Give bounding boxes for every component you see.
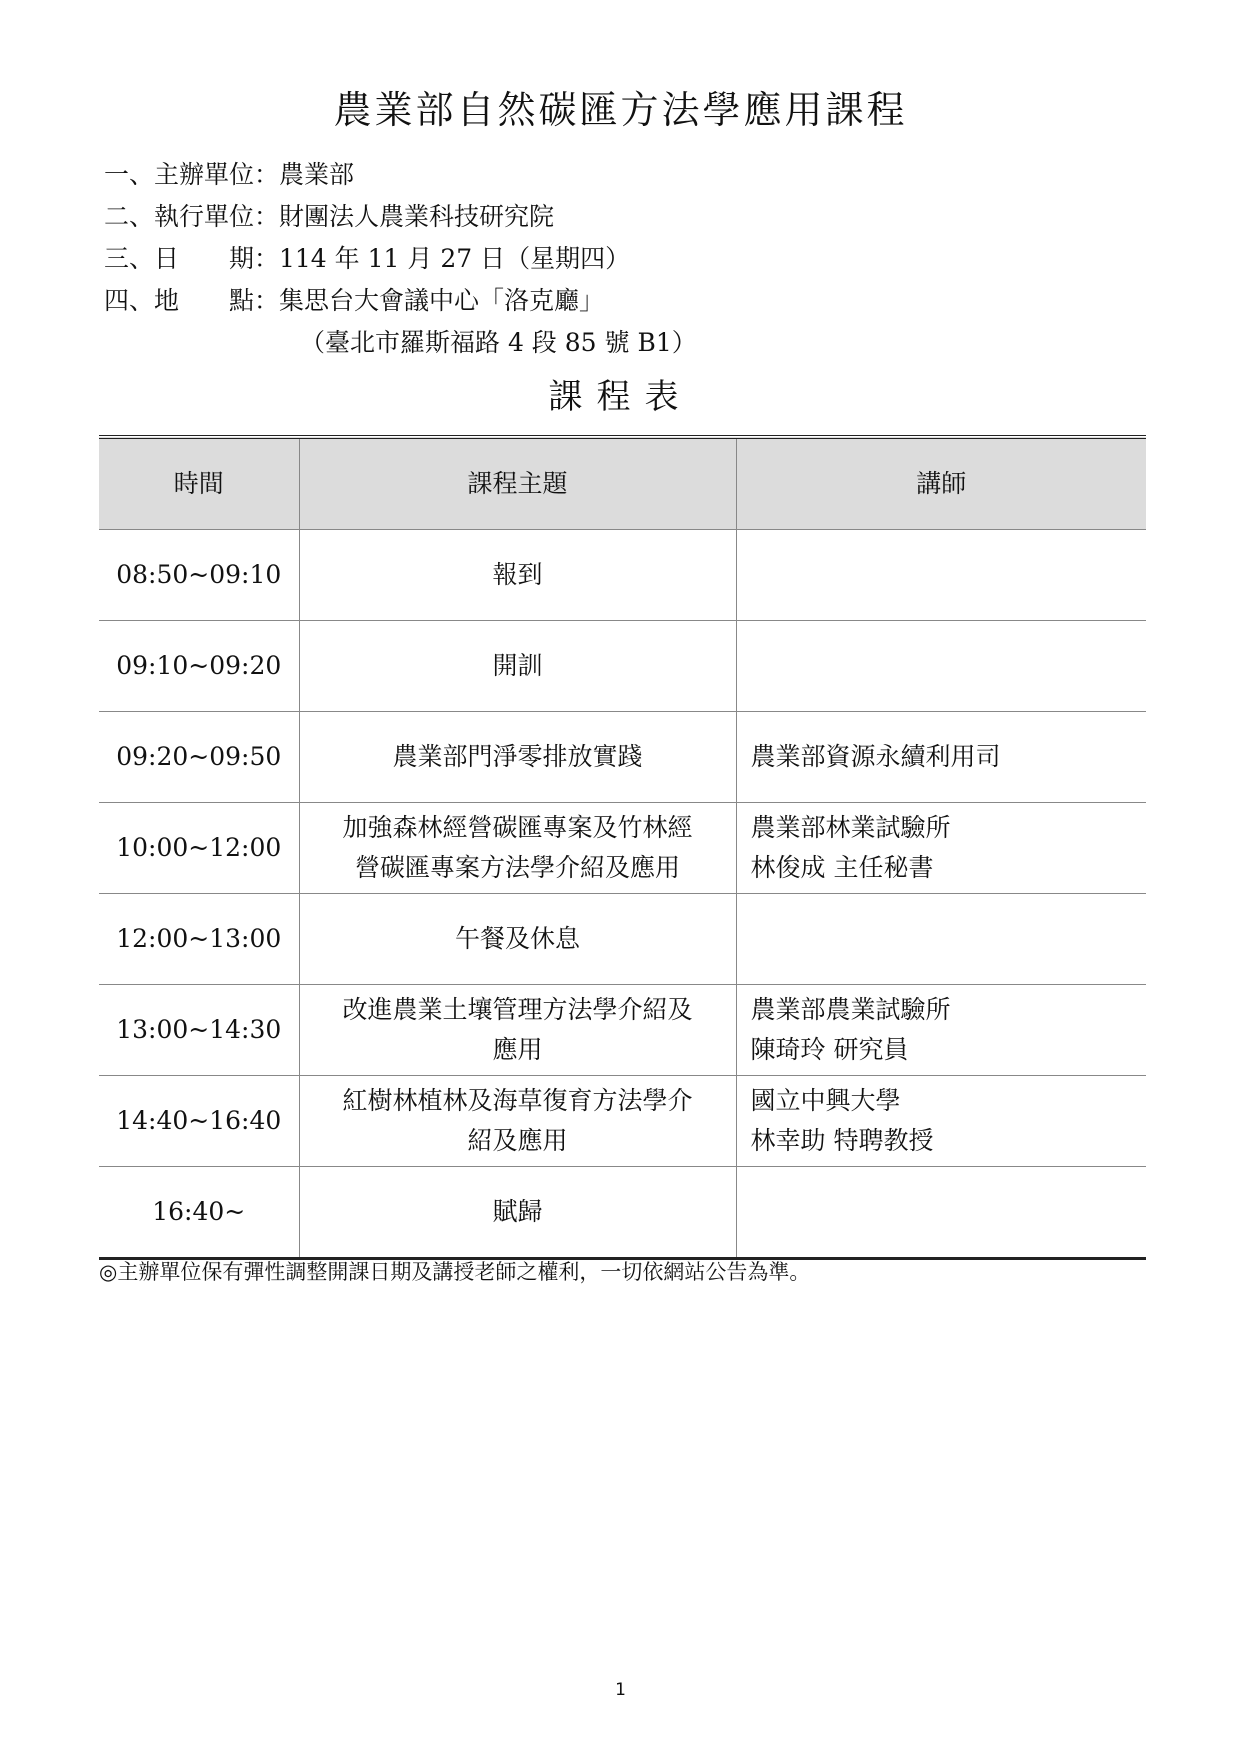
time-cell: 08:50~09:10 (99, 530, 299, 621)
topic-cell (299, 1076, 736, 1167)
speaker-line: 陳琦玲 研究員 (750, 1035, 909, 1064)
table-row (99, 894, 1146, 985)
table-row (99, 803, 1146, 894)
topic-line: 報到 (492, 560, 543, 589)
topic-line: 開訓 (492, 651, 543, 680)
time-cell: 10:00~12:00 (99, 803, 299, 894)
time-cell: 09:20~09:50 (99, 712, 299, 803)
speaker-line: 農業部資源永續利用司 (750, 742, 1001, 771)
topic-line: 改進農業土壤管理方法學介紹及 (342, 995, 693, 1024)
speaker-line: 農業部林業試驗所 (750, 813, 951, 842)
table-row (99, 1167, 1146, 1259)
speaker-cell (736, 1076, 1146, 1167)
speaker-cell (736, 985, 1146, 1076)
speaker-cell (736, 803, 1146, 894)
date-line: 三、日 期：114 年 11 月 27 日（星期四） (104, 244, 631, 273)
speaker-cell (736, 712, 1146, 803)
document-title: 農業部自然碳匯方法學應用課程 (333, 88, 908, 132)
disclaimer-note: ◎主辦單位保有彈性調整開課日期及講授老師之權利，一切依網站公告為準。 (99, 1260, 811, 1284)
speaker-line: 農業部農業試驗所 (750, 995, 951, 1024)
table-row (99, 621, 1146, 712)
speaker-line: 林俊成 主任秘書 (750, 853, 934, 882)
speaker-cell (736, 621, 1146, 712)
venue-line: 四、地 點：集思台大會議中心「洛克廳」 (104, 286, 605, 315)
topic-line: 賦歸 (492, 1197, 543, 1226)
executor-line: 二、執行單位：財團法人農業科技研究院 (104, 202, 555, 231)
speaker-line: 國立中興大學 (750, 1086, 901, 1115)
topic-cell (299, 1167, 736, 1259)
topic-line: 加強森林經營碳匯專案及竹林經 (342, 813, 693, 842)
speaker-cell (736, 530, 1146, 621)
topic-cell (299, 894, 736, 985)
topic-line: 營碳匯專案方法學介紹及應用 (354, 853, 680, 882)
topic-cell (299, 803, 736, 894)
topic-line: 紅樹林植林及海草復育方法學介 (342, 1086, 693, 1115)
table-header-row (99, 437, 1146, 530)
event-info (104, 154, 697, 364)
speaker-line: 林幸助 特聘教授 (750, 1126, 934, 1155)
table-row (99, 985, 1146, 1076)
page-number: 1 (615, 1680, 626, 1700)
time-cell: 09:10~09:20 (99, 621, 299, 712)
header-time: 時間 (99, 437, 299, 530)
topic-line: 應用 (492, 1035, 543, 1064)
time-cell: 14:40~16:40 (99, 1076, 299, 1167)
time-cell: 12:00~13:00 (99, 894, 299, 985)
speaker-cell (736, 894, 1146, 985)
venue-address-line: （臺北市羅斯福路 4 段 85 號 B1） (300, 328, 697, 357)
topic-cell (299, 985, 736, 1076)
schedule-table (99, 435, 1146, 1260)
organizer-line: 一、主辦單位：農業部 (104, 160, 355, 189)
table-row (99, 530, 1146, 621)
table-body (99, 530, 1146, 1259)
time-cell: 16:40~ (99, 1167, 299, 1259)
header-topic: 課程主題 (299, 437, 736, 530)
schedule-heading: 課程表 (548, 377, 693, 417)
topic-line: 農業部門淨零排放實踐 (392, 742, 643, 771)
topic-line: 午餐及休息 (454, 924, 580, 953)
topic-cell (299, 712, 736, 803)
speaker-cell (736, 1167, 1146, 1259)
time-cell: 13:00~14:30 (99, 985, 299, 1076)
table-row (99, 1076, 1146, 1167)
topic-cell (299, 621, 736, 712)
topic-line: 紹及應用 (467, 1126, 568, 1155)
header-speaker: 講師 (736, 437, 1146, 530)
table-row (99, 712, 1146, 803)
topic-cell (299, 530, 736, 621)
